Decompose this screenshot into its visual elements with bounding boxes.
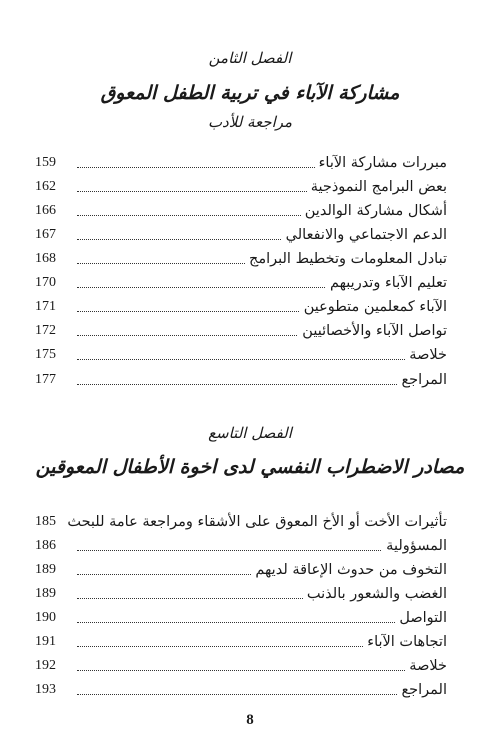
toc-entry[interactable]: [35, 271, 447, 295]
toc-entry[interactable]: [35, 199, 447, 223]
toc-entry-title: المسؤولية: [382, 534, 447, 558]
toc-entry-title: أشكال مشاركة الوالدين: [301, 199, 447, 223]
chapter-8-label: الفصل الثامن: [208, 49, 292, 67]
toc-entry-page: 185: [35, 514, 56, 529]
toc-entry-page: 175: [35, 347, 56, 362]
toc-entry[interactable]: [35, 654, 447, 678]
toc-entry[interactable]: [35, 151, 447, 175]
toc-entry[interactable]: [35, 247, 447, 271]
toc-entry-title: مبررات مشاركة الآباء: [315, 151, 447, 175]
chapter-9-label: الفصل التاسع: [208, 424, 292, 442]
page-number: 8: [246, 712, 254, 728]
dot-leader: [77, 359, 447, 360]
toc-entry-title: الدعم الاجتماعي والانفعالي: [282, 223, 447, 247]
toc-entry[interactable]: [35, 175, 447, 199]
toc-entry-page: 166: [35, 203, 56, 218]
toc-entry[interactable]: [35, 319, 447, 343]
toc-entry-page: 162: [35, 179, 56, 194]
toc-entry-title: بعض البرامج النموذجية: [307, 175, 447, 199]
toc-entry-page: 191: [35, 634, 56, 649]
toc-entry-title: اتجاهات الآباء: [363, 630, 447, 654]
toc-entry-page: 170: [35, 275, 56, 290]
chapter-8-title: مشاركة الآباء في تربية الطفل المعوق: [100, 82, 400, 104]
toc-entry-title: خلاصة: [405, 654, 447, 678]
toc-entry-page: 167: [35, 227, 56, 242]
toc-entry-title: المراجع: [397, 678, 447, 702]
toc-entry-page: 190: [35, 610, 56, 625]
toc-entry-title: المراجع: [397, 368, 447, 392]
dot-leader: [77, 670, 447, 671]
dot-leader: [77, 694, 447, 695]
toc-entry-page: 189: [35, 562, 56, 577]
toc-entry[interactable]: [35, 630, 447, 654]
toc-entry-title: تبادل المعلومات وتخطيط البرامج: [245, 247, 447, 271]
toc-entry-page: 186: [35, 538, 56, 553]
chapter-9-title: مصادر الاضطراب النفسي لدى اخوة الأطفال المعوقين: [35, 456, 465, 478]
toc-entry[interactable]: [35, 606, 447, 630]
toc-entry-page: 192: [35, 658, 56, 673]
toc-entry[interactable]: [35, 534, 447, 558]
toc-entry[interactable]: [35, 343, 447, 367]
toc-entry-title: خلاصة: [405, 343, 447, 367]
toc-entry[interactable]: [35, 510, 447, 534]
chapter-8-subtitle: مراجعة للأدب: [207, 113, 293, 131]
toc-entry[interactable]: [35, 368, 447, 392]
toc-entry-page: 189: [35, 586, 56, 601]
toc-entry[interactable]: [35, 223, 447, 247]
toc-entry-title: التخوف من حدوث الإعاقة لديهم: [251, 558, 447, 582]
toc-entry-title: تأثيرات الأخت أو الأخ المعوق على الأشقاء ومراجعة عامة للبحث: [63, 510, 447, 534]
toc-entry-title: تواصل الآباء والأخصائيين: [298, 319, 447, 343]
toc-entry-title: الغضب والشعور بالذنب: [303, 582, 447, 606]
toc-entry-title: الآباء كمعلمين متطوعين: [300, 295, 447, 319]
toc-entry-title: التواصل: [395, 606, 447, 630]
toc-entry-page: 172: [35, 323, 56, 338]
toc-entry-page: 193: [35, 682, 56, 697]
toc-entry-title: تعليم الآباء وتدريبهم: [326, 271, 447, 295]
toc-entry[interactable]: [35, 558, 447, 582]
toc-entry-page: 171: [35, 299, 56, 314]
toc-entry-page: 159: [35, 155, 56, 170]
dot-leader: [77, 622, 447, 623]
toc-entry-page: 177: [35, 372, 56, 387]
toc-entry[interactable]: [35, 678, 447, 702]
toc-entry[interactable]: [35, 582, 447, 606]
dot-leader: [77, 384, 447, 385]
toc-entry[interactable]: [35, 295, 447, 319]
toc-entry-page: 168: [35, 251, 56, 266]
